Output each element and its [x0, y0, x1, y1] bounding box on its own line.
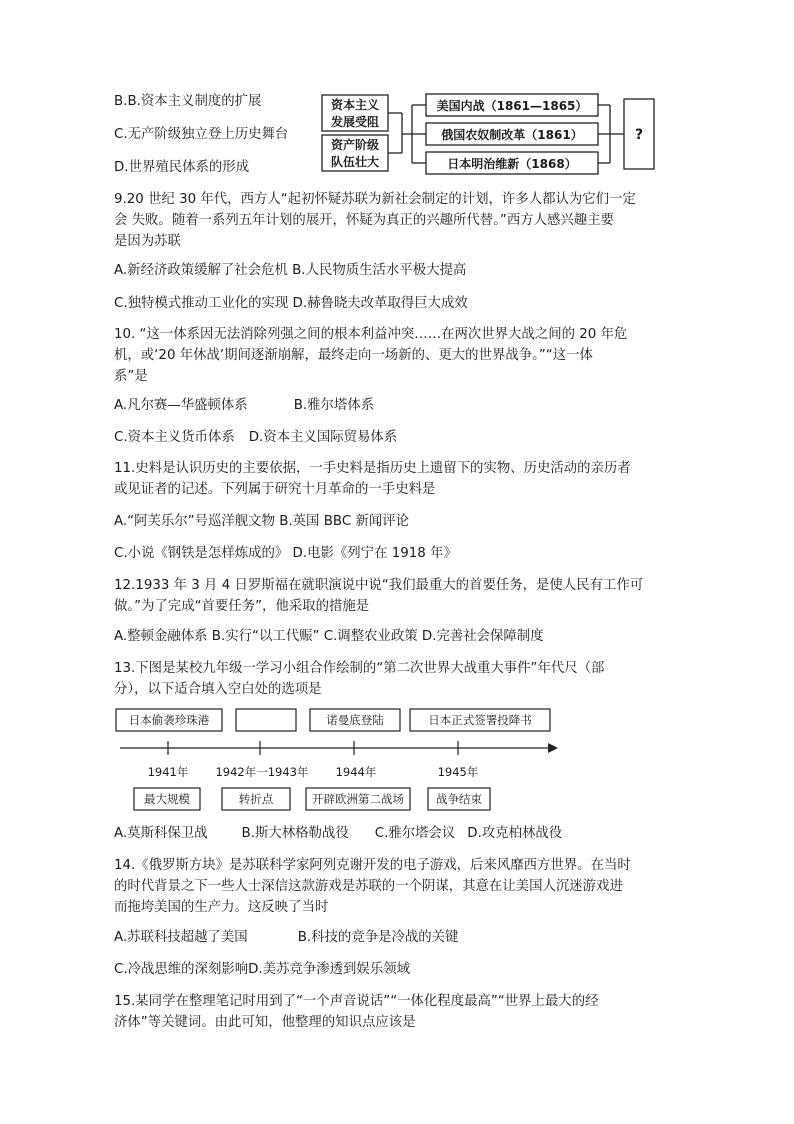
q13-option-a: A.莫斯科保卫战 — [114, 826, 208, 841]
q15-stem-line2: 济体”等关键词。由此可知，他整理的知识点应该是 — [114, 1015, 416, 1030]
q10-stem-line3: 系”是 — [114, 369, 148, 384]
q13-stem-line1: 13.下图是某校九年级一学习小组合作绘制的“第二次世界大战重大事件”年代尺（部 — [114, 661, 605, 676]
q11-stem-line1: 11.史料是认识历史的主要依据，一手史料是指历史上遗留下的实物、历史活动的亲历者 — [114, 461, 631, 476]
q10-options-line1 — [114, 397, 374, 414]
q11-options-line1: A.“阿芙乐尔”号巡洋舰文物 B.英国 BBC 新闻评论 — [114, 514, 410, 529]
q9-stem-line1: 9.20 世纪 30 年代，西方人“起初怀疑苏联为新社会制定的计划，许多人都认为它们一定 — [114, 192, 636, 207]
q15-stem-line1: 15.某同学在整理笔记时用到了“一个声音说话”“一体化程度最高”“世界上最大的经 — [114, 994, 599, 1009]
q9-stem-line2: 会 失败。随着一系列五年计划的展开，怀疑为真正的兴趣所代替。”西方人感兴趣主要 — [114, 213, 614, 228]
q10-options-line2 — [114, 429, 397, 446]
timeline-top-1: 日本偷袭珍珠港 — [128, 713, 210, 727]
q8-option-d: D.世界殖民体系的形成 — [114, 160, 250, 175]
q10-stem-line1: 10. “这一体系因无法消除列强之间的根本利益冲突……在两次世界大战之间的 20 年危 — [114, 327, 628, 342]
diagram-left-bottom-line1: 资产阶级 — [330, 138, 380, 152]
q8-option-b: B.B.资本主义制度的扩展 — [114, 94, 262, 109]
q14-options-line1 — [114, 929, 458, 946]
q13-option-c: C.雅尔塔会议 — [374, 826, 456, 841]
q10-option-d: D.资本主义国际贸易体系 — [248, 430, 398, 445]
q14-stem-line3: 而拖垮美国的生产力。这反映了当时 — [114, 900, 329, 915]
timeline-year-1: 1941年 — [147, 765, 189, 779]
timeline-year-2: 1942年一1943年 — [215, 765, 309, 779]
diagram-left-top-line2: 发展受阻 — [330, 115, 380, 129]
timeline-top-4: 日本正式签署投降书 — [428, 713, 532, 727]
q14-stem-line2: 的时代背景之下一些人士深信这款游戏是苏联的一个阴谋，其意在让美国人沉迷游戏进 — [114, 879, 623, 894]
q14-stem-line1: 14.《俄罗斯方块》是苏联科学家阿列克谢开发的电子游戏，后来风靡西方世界。在当时 — [114, 858, 631, 873]
q14-option-b: B.科技的竞争是冷战的关键 — [297, 930, 459, 945]
diagram-event-3: 日本明治维新（1868） — [447, 157, 577, 171]
q8-option-c: C.无产阶级独立登上历史舞台 — [114, 127, 289, 142]
q12-stem-line2: 做。”为了完成“首要任务”，他采取的措施是 — [114, 599, 370, 614]
diagram-left-top-line1: 资本主义 — [330, 98, 380, 112]
diagram-event-2: 俄国农奴制改革（1861） — [441, 128, 583, 142]
q9-options-line1: A.新经济政策缓解了社会危机 B.人民物质生活水平极大提高 — [114, 263, 467, 278]
q13-option-b: B.斯大林格勒战役 — [241, 826, 349, 841]
timeline-top-3: 诺曼底登陆 — [326, 713, 384, 727]
q10-option-a: A.凡尔赛—华盛顿体系 — [114, 398, 248, 413]
q13-stem-line2: 分），以下适合填入空白处的选项是 — [114, 682, 322, 697]
q8-diagram — [318, 92, 658, 176]
diagram-event-1: 美国内战（1861—1865） — [436, 99, 588, 113]
q9-options-line2: C.独特模式推动工业化的实现 D.赫鲁晓夫改革取得巨大成效 — [114, 296, 468, 311]
q9-stem-line3: 是因为苏联 — [114, 234, 181, 249]
q10-option-b: B.雅尔塔体系 — [293, 398, 375, 413]
q13-timeline — [112, 706, 562, 814]
diagram-left-bottom-line2: 队伍壮大 — [330, 155, 380, 169]
q12-options-line1: A.整顿金融体系 B.实行“以工代赈” C.调整农业政策 D.完善社会保障制度 — [114, 629, 544, 644]
q10-option-c: C.资本主义货币体系 — [114, 430, 235, 445]
timeline-bottom-2: 转折点 — [238, 792, 274, 806]
timeline-bottom-3: 开辟欧洲第二战场 — [312, 792, 404, 806]
timeline-bottom-4: 战争结束 — [436, 792, 482, 806]
q14-option-a: A.苏联科技超越了美国 — [114, 930, 248, 945]
q11-options-line2: C.小说《钢铁是怎样炼成的》 D.电影《列宁在 1918 年》 — [114, 546, 457, 561]
diagram-result: ? — [634, 127, 644, 143]
q12-stem-line1: 12.1933 年 3 月 4 日罗斯福在就职演说中说“我们最重大的首要任务，是使人民有工作可 — [114, 578, 644, 593]
q13-options-line1 — [114, 825, 562, 842]
q13-option-d: D.攻克柏林战役 — [467, 826, 563, 841]
timeline-bottom-1: 最大规模 — [144, 792, 190, 806]
timeline-year-4: 1945年 — [437, 765, 479, 779]
q11-stem-line2: 或见证者的记述。下列属于研究十月革命的一手史料是 — [114, 482, 436, 497]
timeline-year-3: 1944年 — [335, 765, 377, 779]
q14-options-line2: C.冷战思维的深刻影响D.美苏竞争渗透到娱乐领域 — [114, 962, 410, 977]
q10-stem-line2: 机，或‘20 年休战’期间逐渐崩解，最终走向一场新的、更大的世界战争。”“这一体 — [114, 348, 593, 363]
